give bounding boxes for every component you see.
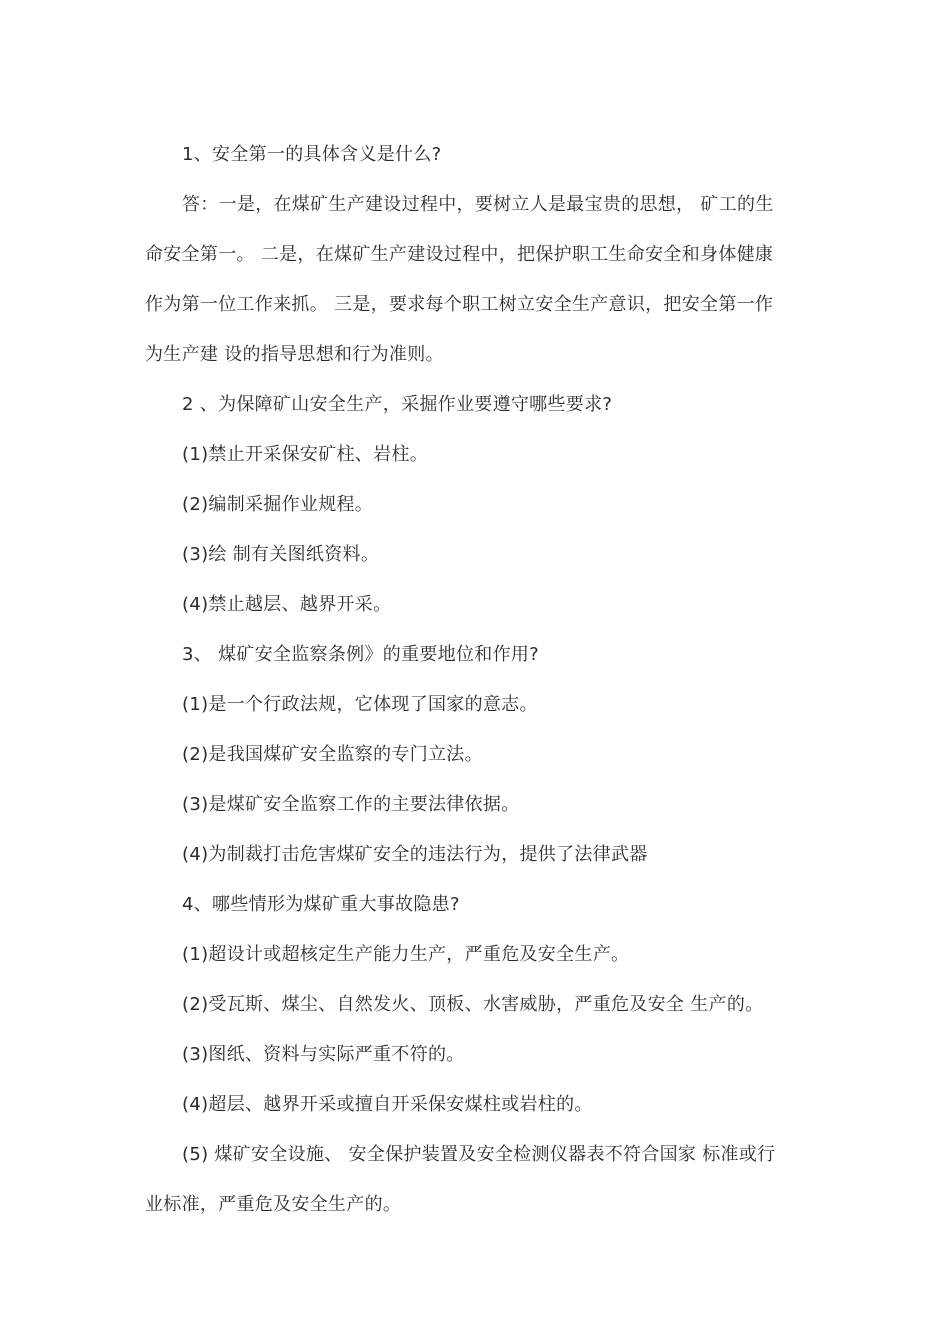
question-4-item-5-line-1: (5) 煤矿安全设施、 安全保护装置及安全检测仪器表不符合国家 标准或行 <box>182 1144 776 1165</box>
question-2-item-3: (3)绘 制有关图纸资料。 <box>182 544 380 565</box>
answer-1-line-2: 命安全第一。 二是，在煤矿生产建设过程中，把保护职工生命安全和身体健康 <box>145 244 774 265</box>
question-4-item-4: (4)超层、越界开采或擅自开采保安煤柱或岩柱的。 <box>182 1094 593 1115</box>
answer-1-line-3: 作为第一位工作来抓。 三是，要求每个职工树立安全生产意识，把安全第一作 <box>145 294 774 315</box>
question-3-item-3: (3)是煤矿安全监察工作的主要法律依据。 <box>182 794 520 815</box>
question-3-item-2: (2)是我国煤矿安全监察的专门立法。 <box>182 744 483 765</box>
answer-1-line-4: 为生产建 设的指导思想和行为准则。 <box>145 344 444 365</box>
question-3-heading: 3、 煤矿安全监察条例》的重要地位和作用? <box>182 644 540 665</box>
question-4-item-5-line-2: 业标准，严重危及安全生产的。 <box>145 1194 402 1215</box>
question-4-item-2: (2)受瓦斯、煤尘、自然发火、顶板、水害威胁，严重危及安全 生产的。 <box>182 994 764 1015</box>
question-1-heading: 1、安全第一的具体含义是什么? <box>182 144 442 165</box>
question-4-item-3: (3)图纸、资料与实际严重不符的。 <box>182 1044 465 1065</box>
question-3-item-4: (4)为制裁打击危害煤矿安全的违法行为，提供了法律武器 <box>182 844 648 865</box>
question-2-item-1: (1)禁止开采保安矿柱、岩柱。 <box>182 444 428 465</box>
question-2-item-4: (4)禁止越层、越界开采。 <box>182 594 392 615</box>
question-4-item-1: (1)超设计或超核定生产能力生产，严重危及安全生产。 <box>182 944 630 965</box>
question-4-heading: 4、哪些情形为煤矿重大事故隐患? <box>182 894 460 915</box>
question-2-item-2: (2)编制采掘作业规程。 <box>182 494 374 515</box>
answer-1-line-1: 答：一是，在煤矿生产建设过程中，要树立人是最宝贵的思想， 矿工的生 <box>182 194 774 215</box>
document-body <box>145 130 805 1230</box>
question-2-heading: 2 、为保障矿山安全生产，采掘作业要遵守哪些要求? <box>182 394 613 415</box>
question-3-item-1: (1)是一个行政法规，它体现了国家的意志。 <box>182 694 538 715</box>
